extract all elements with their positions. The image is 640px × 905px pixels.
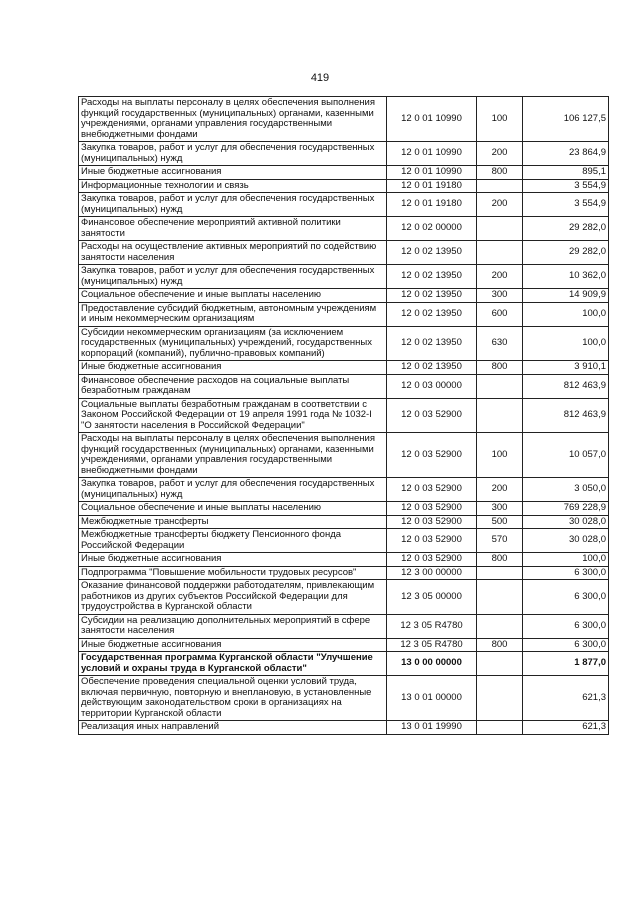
budget-table xyxy=(78,96,609,735)
row-vr-cell: 300 xyxy=(477,502,523,516)
row-code-cell: 12 3 05 00000 xyxy=(387,580,477,615)
row-name-cell: Расходы на выплаты персоналу в целях обеспечения выполнения функций государственных (муниципальных) органами, казенными учреждениями, органами управления государственными внебюджетными фондами xyxy=(79,433,387,478)
table-row xyxy=(79,217,609,241)
row-name-cell: Расходы на осуществление активных мероприятий по содействию занятости населения xyxy=(79,241,387,265)
row-name-cell: Социальное обеспечение и иные выплаты населению xyxy=(79,502,387,516)
table-row xyxy=(79,398,609,433)
row-code-cell: 12 0 01 19180 xyxy=(387,179,477,193)
table-row xyxy=(79,97,609,142)
table-row xyxy=(79,326,609,361)
row-name-cell: Оказание финансовой поддержки работодателям, привлекающим работников из других субъектов Российской Федерации для трудоустройства в Курганской области xyxy=(79,580,387,615)
table-row xyxy=(79,515,609,529)
table-row xyxy=(79,374,609,398)
row-name-cell: Иные бюджетные ассигнования xyxy=(79,166,387,180)
table-row xyxy=(79,638,609,652)
row-code-cell: 12 0 01 10990 xyxy=(387,166,477,180)
row-sum-cell: 100,0 xyxy=(523,326,609,361)
row-sum-cell: 100,0 xyxy=(523,553,609,567)
table-row xyxy=(79,179,609,193)
table-row xyxy=(79,302,609,326)
row-vr-cell: 800 xyxy=(477,638,523,652)
table-row xyxy=(79,361,609,375)
row-code-cell: 12 0 02 13950 xyxy=(387,361,477,375)
table-row xyxy=(79,433,609,478)
row-name-cell: Реализация иных направлений xyxy=(79,721,387,735)
row-code-cell: 12 0 03 52900 xyxy=(387,478,477,502)
row-vr-cell xyxy=(477,721,523,735)
row-sum-cell: 6 300,0 xyxy=(523,566,609,580)
table-row xyxy=(79,676,609,721)
row-vr-cell: 800 xyxy=(477,361,523,375)
row-name-cell: Государственная программа Курганской области "Улучшение условий и охраны труда в Курганской области" xyxy=(79,652,387,676)
row-name-cell: Межбюджетные трансферты бюджету Пенсионного фонда Российской Федерации xyxy=(79,529,387,553)
row-name-cell: Социальные выплаты безработным гражданам в соответствии с Законом Российской Федерации от 19 апреля 1991 года № 1032-I "О занятости населения в Российской Федерации" xyxy=(79,398,387,433)
row-code-cell: 12 0 03 52900 xyxy=(387,398,477,433)
row-vr-cell: 200 xyxy=(477,478,523,502)
row-name-cell: Субсидии некоммерческим организациям (за исключением государственных (муниципальных) учреждений, государственных корпораций (компаний), публично-правовых компаний) xyxy=(79,326,387,361)
row-vr-cell xyxy=(477,566,523,580)
row-code-cell: 12 0 03 00000 xyxy=(387,374,477,398)
table-row xyxy=(79,265,609,289)
row-code-cell: 13 0 01 00000 xyxy=(387,676,477,721)
row-sum-cell: 30 028,0 xyxy=(523,529,609,553)
table-row xyxy=(79,193,609,217)
row-name-cell: Расходы на выплаты персоналу в целях обеспечения выполнения функций государственных (муниципальных) органами, казенными учреждениями, органами управления государственными внебюджетными фондами xyxy=(79,97,387,142)
row-name-cell: Субсидии на реализацию дополнительных мероприятий в сфере занятости населения xyxy=(79,614,387,638)
row-vr-cell xyxy=(477,676,523,721)
row-vr-cell: 800 xyxy=(477,553,523,567)
row-name-cell: Финансовое обеспечение расходов на социальные выплаты безработным гражданам xyxy=(79,374,387,398)
row-vr-cell: 200 xyxy=(477,193,523,217)
row-name-cell: Предоставление субсидий бюджетным, автономным учреждениям и иным некоммерческим организациям xyxy=(79,302,387,326)
row-sum-cell: 30 028,0 xyxy=(523,515,609,529)
row-code-cell: 12 0 02 13950 xyxy=(387,265,477,289)
table-row xyxy=(79,478,609,502)
row-vr-cell xyxy=(477,614,523,638)
row-code-cell: 12 3 05 R4780 xyxy=(387,638,477,652)
row-sum-cell: 3 554,9 xyxy=(523,193,609,217)
row-sum-cell: 3 910,1 xyxy=(523,361,609,375)
row-vr-cell xyxy=(477,652,523,676)
row-name-cell: Иные бюджетные ассигнования xyxy=(79,361,387,375)
row-sum-cell: 895,1 xyxy=(523,166,609,180)
table-row xyxy=(79,614,609,638)
row-sum-cell: 1 877,0 xyxy=(523,652,609,676)
row-code-cell: 12 0 01 19180 xyxy=(387,193,477,217)
row-name-cell: Межбюджетные трансферты xyxy=(79,515,387,529)
row-sum-cell: 621,3 xyxy=(523,676,609,721)
row-name-cell: Иные бюджетные ассигнования xyxy=(79,638,387,652)
row-name-cell: Социальное обеспечение и иные выплаты населению xyxy=(79,289,387,303)
row-code-cell: 12 0 02 13950 xyxy=(387,289,477,303)
row-sum-cell: 10 057,0 xyxy=(523,433,609,478)
row-vr-cell xyxy=(477,217,523,241)
row-sum-cell: 29 282,0 xyxy=(523,217,609,241)
table-row xyxy=(79,566,609,580)
row-vr-cell xyxy=(477,241,523,265)
row-code-cell: 12 0 02 13950 xyxy=(387,326,477,361)
row-sum-cell: 3 554,9 xyxy=(523,179,609,193)
row-vr-cell: 600 xyxy=(477,302,523,326)
row-code-cell: 12 0 03 52900 xyxy=(387,515,477,529)
table-row xyxy=(79,721,609,735)
row-sum-cell: 29 282,0 xyxy=(523,241,609,265)
row-name-cell: Обеспечение проведения специальной оценки условий труда, включая первичную, повторную и внеплановую, в установленные действующим законодательством сроки в организациях на территории Курганской области xyxy=(79,676,387,721)
table-row xyxy=(79,553,609,567)
row-name-cell: Финансовое обеспечение мероприятий активной политики занятости xyxy=(79,217,387,241)
row-sum-cell: 6 300,0 xyxy=(523,580,609,615)
row-name-cell: Информационные технологии и связь xyxy=(79,179,387,193)
row-vr-cell: 800 xyxy=(477,166,523,180)
row-sum-cell: 100,0 xyxy=(523,302,609,326)
row-name-cell: Подпрограмма "Повышение мобильности трудовых ресурсов" xyxy=(79,566,387,580)
row-sum-cell: 14 909,9 xyxy=(523,289,609,303)
row-name-cell: Иные бюджетные ассигнования xyxy=(79,553,387,567)
row-sum-cell: 621,3 xyxy=(523,721,609,735)
row-vr-cell: 630 xyxy=(477,326,523,361)
row-sum-cell: 10 362,0 xyxy=(523,265,609,289)
table-row xyxy=(79,142,609,166)
table-row xyxy=(79,652,609,676)
row-code-cell: 12 0 03 52900 xyxy=(387,502,477,516)
table-row xyxy=(79,166,609,180)
table-row xyxy=(79,502,609,516)
row-vr-cell: 200 xyxy=(477,142,523,166)
row-name-cell: Закупка товаров, работ и услуг для обеспечения государственных (муниципальных) нужд xyxy=(79,478,387,502)
table-row xyxy=(79,529,609,553)
row-vr-cell xyxy=(477,398,523,433)
row-sum-cell: 769 228,9 xyxy=(523,502,609,516)
row-vr-cell xyxy=(477,179,523,193)
row-vr-cell: 200 xyxy=(477,265,523,289)
row-code-cell: 12 3 00 00000 xyxy=(387,566,477,580)
row-vr-cell: 100 xyxy=(477,433,523,478)
row-sum-cell: 6 300,0 xyxy=(523,614,609,638)
row-vr-cell: 300 xyxy=(477,289,523,303)
row-sum-cell: 812 463,9 xyxy=(523,374,609,398)
row-sum-cell: 3 050,0 xyxy=(523,478,609,502)
row-vr-cell xyxy=(477,374,523,398)
row-code-cell: 13 0 00 00000 xyxy=(387,652,477,676)
row-name-cell: Закупка товаров, работ и услуг для обеспечения государственных (муниципальных) нужд xyxy=(79,142,387,166)
row-code-cell: 12 0 03 52900 xyxy=(387,553,477,567)
table-row xyxy=(79,289,609,303)
row-code-cell: 12 0 02 13950 xyxy=(387,241,477,265)
row-sum-cell: 23 864,9 xyxy=(523,142,609,166)
row-code-cell: 12 0 01 10990 xyxy=(387,97,477,142)
row-sum-cell: 106 127,5 xyxy=(523,97,609,142)
row-name-cell: Закупка товаров, работ и услуг для обеспечения государственных (муниципальных) нужд xyxy=(79,193,387,217)
budget-table-body xyxy=(79,97,609,735)
row-code-cell: 12 0 01 10990 xyxy=(387,142,477,166)
page-number: 419 xyxy=(310,72,330,84)
row-code-cell: 12 3 05 R4780 xyxy=(387,614,477,638)
row-code-cell: 12 0 03 52900 xyxy=(387,529,477,553)
row-name-cell: Закупка товаров, работ и услуг для обеспечения государственных (муниципальных) нужд xyxy=(79,265,387,289)
table-row xyxy=(79,580,609,615)
row-vr-cell: 500 xyxy=(477,515,523,529)
row-code-cell: 12 0 02 00000 xyxy=(387,217,477,241)
row-vr-cell: 100 xyxy=(477,97,523,142)
row-vr-cell xyxy=(477,580,523,615)
row-sum-cell: 6 300,0 xyxy=(523,638,609,652)
row-code-cell: 12 0 03 52900 xyxy=(387,433,477,478)
row-vr-cell: 570 xyxy=(477,529,523,553)
table-row xyxy=(79,241,609,265)
row-code-cell: 13 0 01 19990 xyxy=(387,721,477,735)
row-code-cell: 12 0 02 13950 xyxy=(387,302,477,326)
row-sum-cell: 812 463,9 xyxy=(523,398,609,433)
